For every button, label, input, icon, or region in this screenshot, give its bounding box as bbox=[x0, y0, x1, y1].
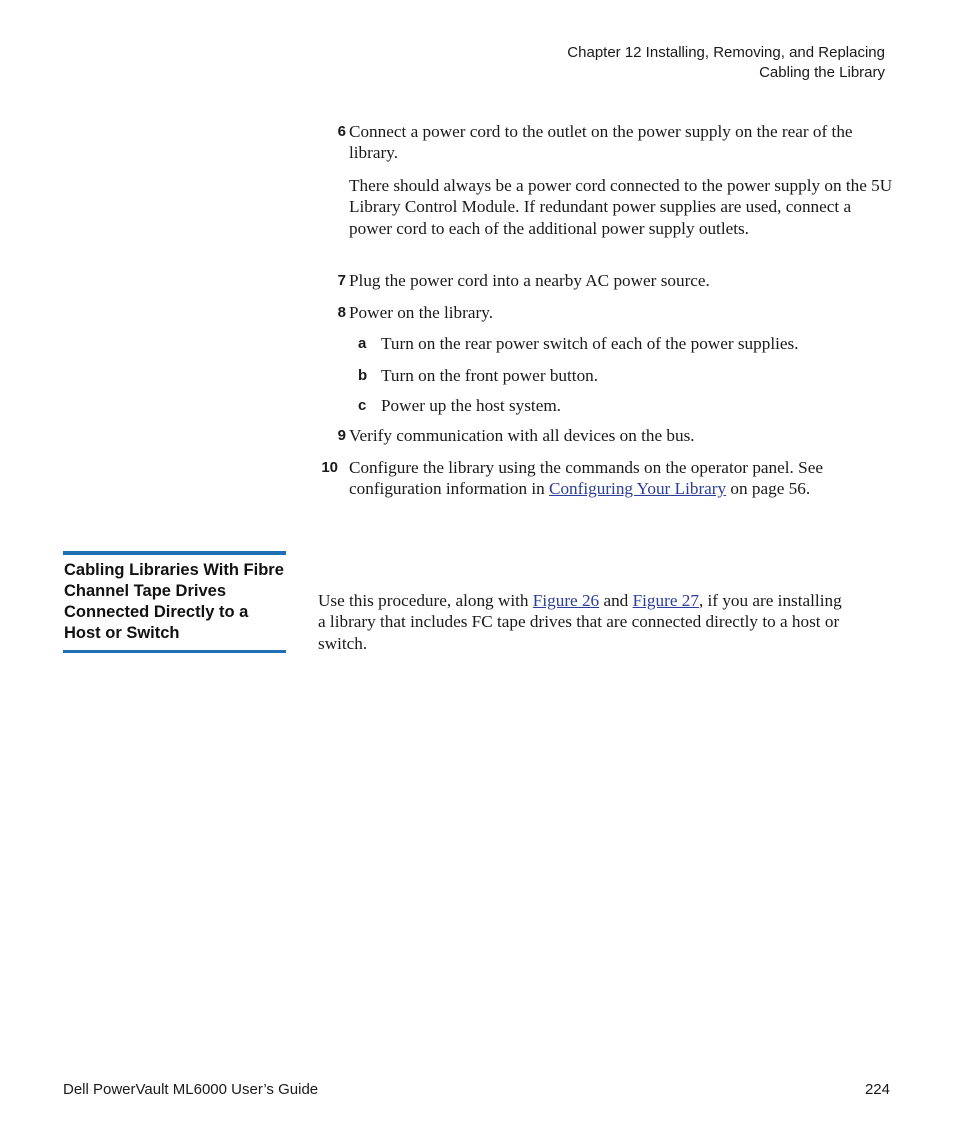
step-text: Verify communication with all devices on the bus. bbox=[349, 426, 695, 445]
section-heading: Cabling Libraries With Fibre Channel Tape Drives Connected Directly to a Host or Switch bbox=[64, 561, 284, 642]
substep-letter: b bbox=[358, 367, 368, 384]
header-chapter: Chapter 12 Installing, Removing, and Replacing bbox=[567, 44, 885, 61]
substep-text: Power up the host system. bbox=[381, 396, 561, 415]
configuring-library-link[interactable]: Configuring Your Library bbox=[549, 479, 727, 499]
page-number: 224 bbox=[864, 1081, 890, 1098]
figure-26-link[interactable]: Figure 26 bbox=[532, 591, 600, 610]
heading-bottom-rule bbox=[63, 650, 286, 653]
header-section: Cabling the Library bbox=[759, 64, 885, 81]
intro-text-part: , if you are installing a library that includes FC tape drives that are connected directly to a host or switch. bbox=[318, 591, 842, 653]
step-number: 10 bbox=[321, 459, 338, 476]
step-text: Connect a power cord to the outlet on the power supply on the rear of the library. bbox=[349, 122, 853, 163]
substep-text: Turn on the rear power switch of each of the power supplies. bbox=[381, 334, 799, 353]
step-6-note: There should always be a power cord connected to the power supply on the 5U Library Control Module. If redundant power supplies are used, connect a power cord to each of the additional power supply outlets. bbox=[349, 176, 893, 238]
step-number: 6 bbox=[337, 123, 346, 140]
step-text-part: on page 56. bbox=[726, 479, 811, 499]
step-text: Power on the library. bbox=[349, 303, 493, 322]
step-text: Plug the power cord into a nearby AC power source. bbox=[349, 271, 710, 290]
intro-text-part: and bbox=[599, 591, 633, 610]
step-text-part: Configure the library using the commands on the operator panel. See configuration information in bbox=[349, 458, 823, 499]
substep-letter: a bbox=[358, 335, 367, 352]
figure-27-link[interactable]: Figure 27 bbox=[632, 591, 699, 610]
substep-text: Turn on the front power button. bbox=[381, 366, 599, 385]
substep-letter: c bbox=[358, 397, 367, 414]
step-number: 7 bbox=[337, 272, 346, 289]
section-heading-block bbox=[63, 551, 286, 653]
step-number: 9 bbox=[337, 427, 346, 444]
step-number: 8 bbox=[337, 304, 346, 321]
footer-title: Dell PowerVault ML6000 User’s Guide bbox=[63, 1081, 319, 1098]
section-intro bbox=[318, 590, 848, 654]
running-header bbox=[567, 43, 885, 83]
step-text bbox=[349, 457, 890, 500]
intro-text-part: Use this procedure, along with bbox=[318, 591, 533, 610]
